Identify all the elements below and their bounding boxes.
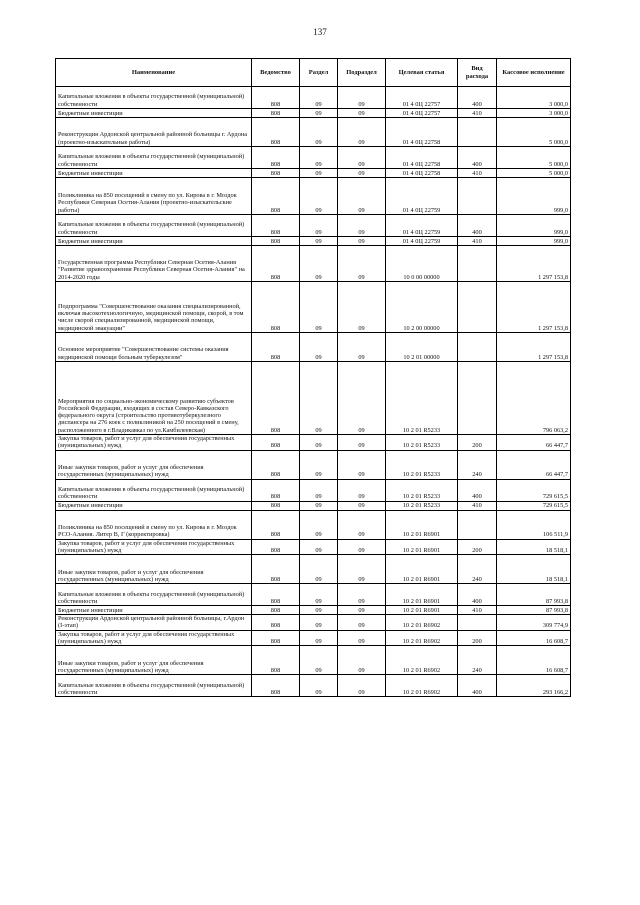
cell-name: Бюджетные инвестиции (56, 109, 252, 118)
cell-name: Капитальные вложения в объекты государственной (муниципальной) собственности (56, 147, 252, 169)
cell-expense-type: 400 (458, 675, 497, 697)
cell-name: Закупка товаров, работ и услуг для обеспечения государственных (муниципальных) нужд (56, 539, 252, 555)
cell-expense-type: 400 (458, 584, 497, 606)
cell-cash-execution: 87 993,8 (497, 584, 571, 606)
table-row (56, 178, 571, 215)
table-row (56, 282, 571, 333)
cell-target-article: 01 4 0Ц 22759 (386, 178, 458, 215)
cell-name: Капитальные вложения в объекты государственной (муниципальной) собственности (56, 584, 252, 606)
table-row (56, 584, 571, 606)
cell-cash-execution: 999,0 (497, 215, 571, 237)
cell-department: 808 (252, 109, 300, 118)
cell-subsection: 09 (338, 118, 386, 147)
cell-target-article: 01 4 0Ц 22759 (386, 215, 458, 237)
cell-subsection: 09 (338, 450, 386, 479)
cell-department: 808 (252, 237, 300, 246)
cell-target-article: 10 2 01 R6902 (386, 646, 458, 675)
cell-target-article: 10 0 00 00000 (386, 246, 458, 282)
table-row (56, 510, 571, 539)
table-row (56, 479, 571, 501)
cell-name: Иные закупки товаров, работ и услуг для обеспечения государственных (муниципальных) нужд (56, 555, 252, 584)
table-row (56, 450, 571, 479)
cell-section: 09 (300, 109, 338, 118)
cell-target-article: 01 4 0Ц 22759 (386, 237, 458, 246)
cell-expense-type: 410 (458, 606, 497, 615)
header-expense-type: Вид расхода (458, 59, 497, 87)
cell-expense-type: 400 (458, 147, 497, 169)
cell-name: Бюджетные инвестиции (56, 237, 252, 246)
header-section: Раздел (300, 59, 338, 87)
cell-subsection: 09 (338, 109, 386, 118)
header-department: Ведомство (252, 59, 300, 87)
cell-expense-type: 240 (458, 555, 497, 584)
cell-cash-execution: 16 608,7 (497, 646, 571, 675)
table-row (56, 646, 571, 675)
table-row (56, 147, 571, 169)
cell-name: Основное мероприятие "Совершенствование системы оказания медицинской помощи больным туберкулезом" (56, 333, 252, 362)
cell-name: Бюджетные инвестиции (56, 501, 252, 510)
cell-section: 09 (300, 362, 338, 435)
table-row (56, 630, 571, 646)
cell-section: 09 (300, 215, 338, 237)
cell-expense-type (458, 510, 497, 539)
cell-target-article: 10 2 01 R6901 (386, 584, 458, 606)
cell-subsection: 09 (338, 606, 386, 615)
cell-name: Капитальные вложения в объекты государственной (муниципальной) собственности (56, 675, 252, 697)
cell-target-article: 10 2 01 00000 (386, 333, 458, 362)
cell-name: Мероприятия по социально-экономическому развитию субъектов Российской Федерации, входящих в состав Северо-Кавказского федерального округа (строительство противотуберкулезного диспансера на 276 коек с поликлиникой на 250 посещений в смену, расположенного в г.Владикавказ по ул.Камбилеевская) (56, 362, 252, 435)
cell-section: 09 (300, 510, 338, 539)
cell-expense-type (458, 333, 497, 362)
cell-department: 808 (252, 675, 300, 697)
cell-target-article: 10 2 01 R6901 (386, 510, 458, 539)
table-row (56, 87, 571, 109)
cell-section: 09 (300, 555, 338, 584)
cell-cash-execution: 729 615,5 (497, 479, 571, 501)
cell-cash-execution: 999,0 (497, 237, 571, 246)
cell-section: 09 (300, 87, 338, 109)
table-row (56, 539, 571, 555)
cell-subsection: 09 (338, 479, 386, 501)
cell-cash-execution: 66 447,7 (497, 450, 571, 479)
cell-name: Закупка товаров, работ и услуг для обеспечения государственных (муниципальных) нужд (56, 435, 252, 451)
header-name: Наименование (56, 59, 252, 87)
table-row (56, 237, 571, 246)
cell-section: 09 (300, 584, 338, 606)
cell-cash-execution: 309 774,9 (497, 615, 571, 631)
cell-subsection: 09 (338, 169, 386, 178)
cell-expense-type: 410 (458, 169, 497, 178)
cell-section: 09 (300, 630, 338, 646)
cell-target-article: 10 2 01 R5233 (386, 501, 458, 510)
cell-name: Бюджетные инвестиции (56, 606, 252, 615)
cell-subsection: 09 (338, 435, 386, 451)
cell-cash-execution: 3 000,0 (497, 109, 571, 118)
cell-department: 808 (252, 479, 300, 501)
table-row (56, 606, 571, 615)
cell-expense-type: 240 (458, 450, 497, 479)
cell-cash-execution: 16 608,7 (497, 630, 571, 646)
cell-target-article: 01 4 0Ц 22758 (386, 147, 458, 169)
cell-expense-type: 400 (458, 87, 497, 109)
cell-subsection: 09 (338, 510, 386, 539)
cell-department: 808 (252, 215, 300, 237)
cell-target-article: 10 2 01 R6901 (386, 539, 458, 555)
cell-section: 09 (300, 606, 338, 615)
cell-name: Капитальные вложения в объекты государственной (муниципальной) собственности (56, 87, 252, 109)
cell-target-article: 01 4 0Ц 22758 (386, 118, 458, 147)
cell-target-article: 10 2 01 R6902 (386, 615, 458, 631)
cell-target-article: 01 4 0Ц 22758 (386, 169, 458, 178)
cell-target-article: 01 4 0Ц 22757 (386, 109, 458, 118)
cell-subsection: 09 (338, 178, 386, 215)
cell-subsection: 09 (338, 675, 386, 697)
cell-target-article: 10 2 01 R5233 (386, 362, 458, 435)
table-row (56, 501, 571, 510)
cell-subsection: 09 (338, 630, 386, 646)
cell-department: 808 (252, 510, 300, 539)
cell-subsection: 09 (338, 237, 386, 246)
cell-name: Подпрограмма "Совершенствование оказания специализированной, включая высокотехнологичную, медицинской помощи, скорой, в том числе скорой специализированной, медицинской помощи, медицинской эвакуации" (56, 282, 252, 333)
cell-department: 808 (252, 178, 300, 215)
cell-department: 808 (252, 169, 300, 178)
cell-expense-type: 400 (458, 479, 497, 501)
cell-subsection: 09 (338, 501, 386, 510)
cell-department: 808 (252, 147, 300, 169)
cell-subsection: 09 (338, 87, 386, 109)
cell-target-article: 10 2 01 R5233 (386, 479, 458, 501)
cell-subsection: 09 (338, 333, 386, 362)
cell-target-article: 10 2 01 R5233 (386, 450, 458, 479)
cell-section: 09 (300, 615, 338, 631)
cell-department: 808 (252, 282, 300, 333)
cell-cash-execution: 87 993,8 (497, 606, 571, 615)
cell-target-article: 10 2 01 R6902 (386, 675, 458, 697)
cell-department: 808 (252, 555, 300, 584)
cell-section: 09 (300, 147, 338, 169)
cell-department: 808 (252, 118, 300, 147)
cell-expense-type: 400 (458, 215, 497, 237)
cell-cash-execution: 999,0 (497, 178, 571, 215)
header-target-article: Целевая статья (386, 59, 458, 87)
cell-target-article: 01 4 0Ц 22757 (386, 87, 458, 109)
cell-section: 09 (300, 675, 338, 697)
header-subsection: Подраздел (338, 59, 386, 87)
cell-cash-execution: 3 000,0 (497, 87, 571, 109)
cell-expense-type (458, 246, 497, 282)
cell-target-article: 10 2 01 R6902 (386, 630, 458, 646)
table-body (56, 87, 571, 697)
cell-name: Бюджетные инвестиции (56, 169, 252, 178)
cell-cash-execution: 66 447,7 (497, 435, 571, 451)
table-row (56, 246, 571, 282)
cell-section: 09 (300, 501, 338, 510)
cell-section: 09 (300, 237, 338, 246)
cell-expense-type: 410 (458, 501, 497, 510)
cell-department: 808 (252, 630, 300, 646)
cell-department: 808 (252, 333, 300, 362)
cell-section: 09 (300, 450, 338, 479)
cell-section: 09 (300, 246, 338, 282)
cell-name: Реконструкция Ардонской центральной районной больницы, г.Ардон (I-этап) (56, 615, 252, 631)
cell-expense-type (458, 178, 497, 215)
cell-target-article: 10 2 00 00000 (386, 282, 458, 333)
cell-department: 808 (252, 87, 300, 109)
cell-subsection: 09 (338, 539, 386, 555)
cell-cash-execution: 106 511,9 (497, 510, 571, 539)
cell-subsection: 09 (338, 555, 386, 584)
cell-section: 09 (300, 118, 338, 147)
cell-department: 808 (252, 435, 300, 451)
cell-department: 808 (252, 246, 300, 282)
cell-expense-type (458, 362, 497, 435)
cell-cash-execution: 1 297 153,8 (497, 246, 571, 282)
cell-name: Капитальные вложения в объекты государственной (муниципальной) собственности (56, 215, 252, 237)
cell-cash-execution: 5 000,0 (497, 118, 571, 147)
cell-subsection: 09 (338, 147, 386, 169)
cell-expense-type: 240 (458, 646, 497, 675)
cell-name: Поликлиника на 850 посещений в смену по ул. Кирова в г. Моздок Республики Северная Осетия-Алания (проектно-изыскательские работы) (56, 178, 252, 215)
cell-subsection: 09 (338, 615, 386, 631)
cell-target-article: 10 2 01 R6901 (386, 555, 458, 584)
cell-expense-type (458, 282, 497, 333)
cell-expense-type: 410 (458, 109, 497, 118)
cell-name: Поликлиника на 850 посещений в смену по ул. Кирова в г. Моздок РСО-Алания. Литер В, Г (корректировка) (56, 510, 252, 539)
cell-cash-execution: 1 297 153,8 (497, 282, 571, 333)
table-row (56, 675, 571, 697)
table-row (56, 169, 571, 178)
cell-department: 808 (252, 606, 300, 615)
table-row (56, 109, 571, 118)
cell-target-article: 10 2 01 R6901 (386, 606, 458, 615)
cell-cash-execution: 5 000,0 (497, 169, 571, 178)
cell-department: 808 (252, 584, 300, 606)
cell-cash-execution: 796 063,2 (497, 362, 571, 435)
cell-name: Закупка товаров, работ и услуг для обеспечения государственных (муниципальных) нужд (56, 630, 252, 646)
cell-section: 09 (300, 282, 338, 333)
cell-section: 09 (300, 646, 338, 675)
cell-subsection: 09 (338, 246, 386, 282)
cell-subsection: 09 (338, 646, 386, 675)
cell-cash-execution: 293 166,2 (497, 675, 571, 697)
cell-name: Реконструкция Ардонской центральной районной больницы г. Ардона (проектно-изыскательные работы) (56, 118, 252, 147)
table-row (56, 362, 571, 435)
cell-expense-type: 410 (458, 237, 497, 246)
page-number: 137 (313, 27, 327, 37)
table-row (56, 118, 571, 147)
cell-expense-type: 200 (458, 630, 497, 646)
cell-cash-execution: 729 615,5 (497, 501, 571, 510)
cell-name: Иные закупки товаров, работ и услуг для обеспечения государственных (муниципальных) нужд (56, 450, 252, 479)
cell-target-article: 10 2 01 R5233 (386, 435, 458, 451)
cell-cash-execution: 18 518,1 (497, 555, 571, 584)
cell-department: 808 (252, 450, 300, 479)
cell-department: 808 (252, 501, 300, 510)
cell-section: 09 (300, 178, 338, 215)
cell-name: Государственная программа Республики Северная Осетия-Алания "Развитие здравоохранения Республики Северная Осетия-Алания" на 2014-2020 годы (56, 246, 252, 282)
cell-expense-type: 200 (458, 435, 497, 451)
cell-subsection: 09 (338, 282, 386, 333)
cell-subsection: 09 (338, 362, 386, 435)
cell-department: 808 (252, 539, 300, 555)
cell-expense-type (458, 615, 497, 631)
cell-section: 09 (300, 479, 338, 501)
cell-department: 808 (252, 362, 300, 435)
table-row (56, 215, 571, 237)
cell-section: 09 (300, 169, 338, 178)
cell-subsection: 09 (338, 584, 386, 606)
cell-subsection: 09 (338, 215, 386, 237)
header-cash-execution: Кассовое исполнение (497, 59, 571, 87)
cell-name: Иные закупки товаров, работ и услуг для обеспечения государственных (муниципальных) нужд (56, 646, 252, 675)
cell-expense-type: 200 (458, 539, 497, 555)
cell-cash-execution: 18 518,1 (497, 539, 571, 555)
cell-expense-type (458, 118, 497, 147)
table-row (56, 333, 571, 362)
cell-section: 09 (300, 539, 338, 555)
cell-department: 808 (252, 615, 300, 631)
cell-section: 09 (300, 333, 338, 362)
budget-table (55, 58, 571, 697)
table-row (56, 435, 571, 451)
cell-section: 09 (300, 435, 338, 451)
cell-cash-execution: 1 297 153,8 (497, 333, 571, 362)
cell-name: Капитальные вложения в объекты государственной (муниципальной) собственности (56, 479, 252, 501)
table-row (56, 615, 571, 631)
cell-cash-execution: 5 000,0 (497, 147, 571, 169)
table-header-row (56, 59, 571, 87)
table-row (56, 555, 571, 584)
cell-department: 808 (252, 646, 300, 675)
